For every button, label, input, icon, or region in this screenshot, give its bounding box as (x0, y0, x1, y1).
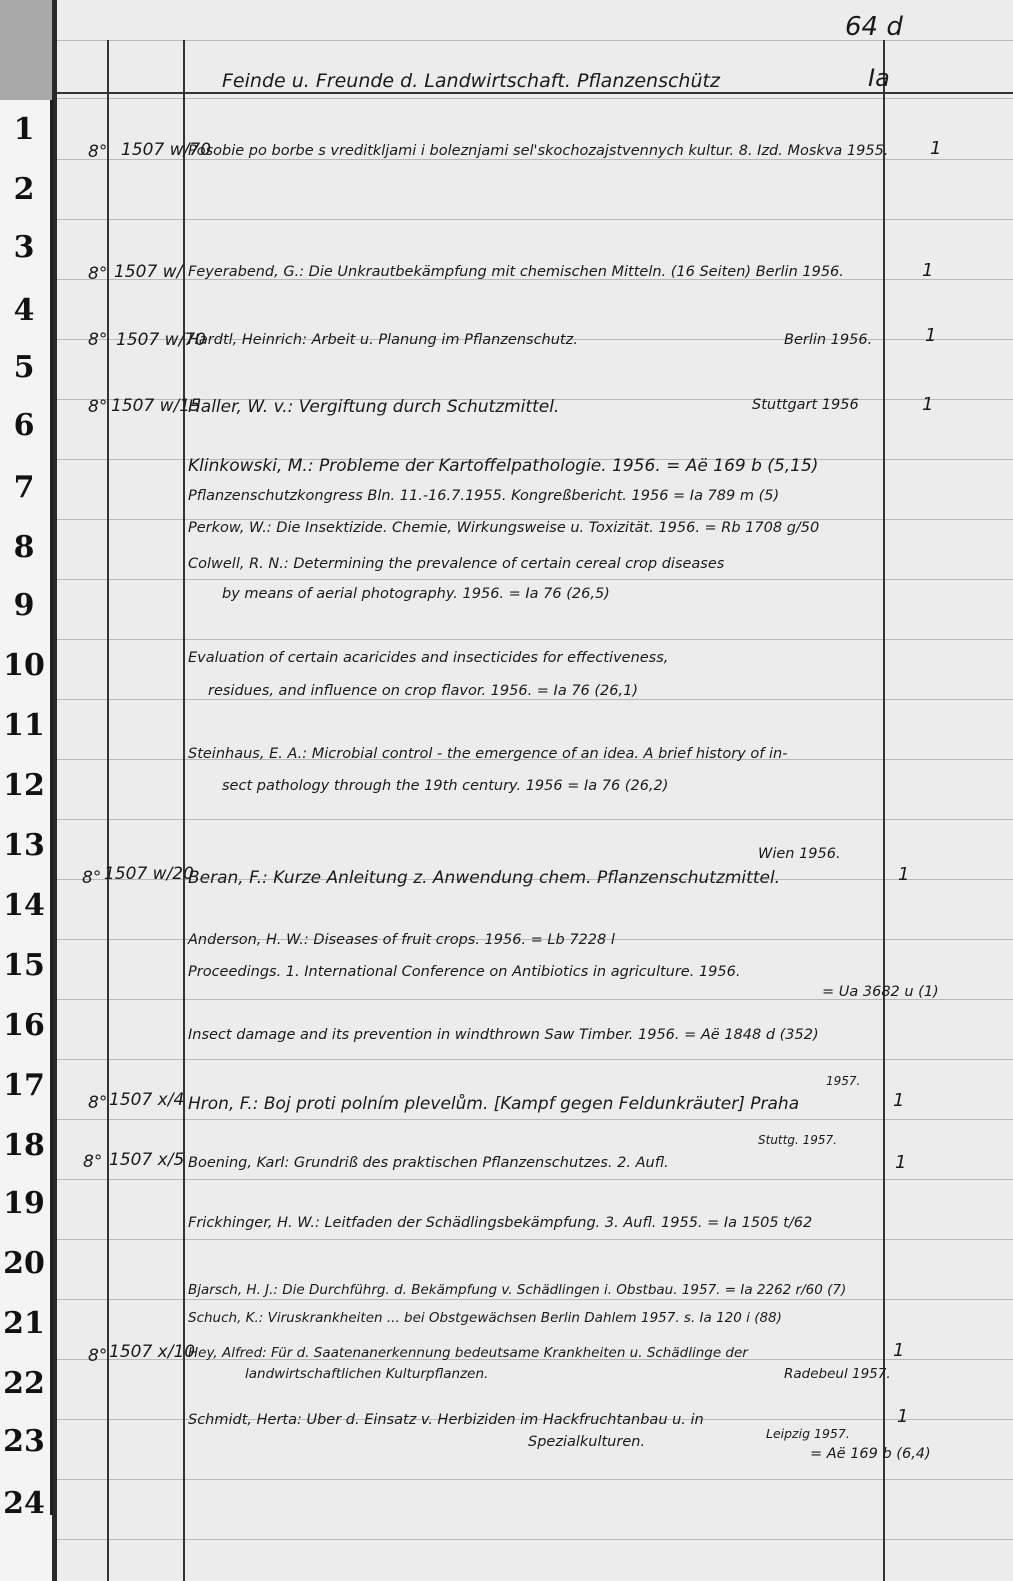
entry-text: Insect damage and its prevention in windthrown Saw Timber. 1956. = Aë 1848 d (352) (188, 1027, 819, 1043)
entry-text: landwirtschaftlichen Kulturpflanzen. (245, 1366, 489, 1382)
entry-text: Posobie po borbe s vreditkljami i boleznjami sel'skochozajstvennych kultur. 8. Izd. Moskva 1955. (188, 143, 889, 159)
entry-text: Pflanzenschutzkongress Bln. 11.-16.7.1955. Kongreßbericht. 1956 = Ia 789 m (5) (188, 488, 780, 504)
line-number: 16 (3, 1008, 45, 1043)
entry-place: Radebeul 1957. (784, 1366, 891, 1382)
entry-signature: 1507 x/5 (109, 1150, 185, 1170)
entry-place: 1957. (826, 1074, 861, 1088)
rule-line (57, 219, 1013, 220)
entry-format: 8° (88, 264, 108, 284)
line-number: 23 (3, 1424, 45, 1459)
entry-text: Beran, F.: Kurze Anleitung z. Anwendung chem. Pflanzenschutzmittel. (188, 868, 781, 888)
rule-line (57, 819, 1013, 820)
line-number: 3 (13, 230, 35, 265)
entry-format: 8° (88, 142, 108, 162)
entry-format: 8° (82, 868, 102, 888)
rule-line (57, 579, 1013, 580)
entry-quantity: 1 (922, 260, 934, 281)
entry-text: Evaluation of certain acaricides and insecticides for effectiveness, (188, 650, 669, 666)
entry-quantity: 1 (925, 325, 937, 346)
entry-signature: 1507 w/15 (111, 396, 201, 416)
entry-format: 8° (88, 397, 108, 417)
entry-text: Feyerabend, G.: Die Unkrautbekämpfung mit chemischen Mitteln. (16 Seiten) Berlin 1956. (188, 264, 844, 280)
entry-signature: 1507 x/10 (109, 1342, 196, 1362)
entry-text: Schmidt, Herta: Über d. Einsatz v. Herbiziden im Hackfruchtanbau u. in (188, 1412, 704, 1428)
entry-signature: 1507 w/70 (116, 330, 206, 350)
entry-signature: 1507 w/20 (104, 864, 194, 884)
rule-line (57, 1239, 1013, 1240)
entry-signature: 1507 w/ (114, 262, 183, 282)
line-number: 15 (3, 948, 45, 983)
line-number: 10 (3, 648, 45, 683)
entry-text: Frickhinger, H. W.: Leitfaden der Schädlingsbekämpfung. 3. Aufl. 1955. = Ia 1505 t/62 (188, 1215, 813, 1231)
entry-quantity: 1 (893, 1340, 905, 1361)
entry-format: 8° (88, 1093, 108, 1113)
line-number: 5 (13, 350, 35, 385)
line-number: 12 (3, 768, 45, 803)
entry-quantity: 1 (895, 1152, 907, 1173)
page-number: 64 d (845, 12, 903, 42)
line-number: 18 (3, 1128, 45, 1163)
line-number: 4 (13, 293, 35, 328)
line-number: 9 (13, 588, 35, 623)
line-number: 17 (3, 1068, 45, 1103)
line-number: 22 (3, 1366, 45, 1401)
line-number: 1 (13, 112, 35, 147)
entry-text: Schuch, K.: Viruskrankheiten ... bei Obstgewächsen Berlin Dahlem 1957. s. Ia 120 i (88) (188, 1310, 782, 1326)
entry-text: Hardtl, Heinrich: Arbeit u. Planung im Pflanzenschutz. (188, 332, 578, 348)
entry-quantity: 1 (893, 1090, 905, 1111)
entry-place: Stuttgart 1956 (752, 397, 859, 413)
entry-text: Anderson, H. W.: Diseases of fruit crops. 1956. = Lb 7228 l (188, 932, 615, 948)
entry-text: Haller, W. v.: Vergiftung durch Schutzmittel. (188, 397, 560, 417)
line-number: 13 (3, 828, 45, 863)
entry-text: = Aë 169 b (6,4) (810, 1446, 931, 1462)
entry-text: Bjarsch, H. J.: Die Durchführg. d. Bekämpfung v. Schädlingen i. Obstbau. 1957. = Ia 2262 r/60 (7) (188, 1282, 847, 1298)
entry-text: Steinhaus, E. A.: Microbial control - the emergence of an idea. A brief history of in- (188, 746, 788, 762)
rule-line (57, 1299, 1013, 1300)
entry-format: 8° (88, 330, 108, 350)
line-number: 2 (13, 172, 35, 207)
entry-place: Stuttg. 1957. (758, 1133, 837, 1147)
entry-quantity: 1 (897, 1406, 909, 1427)
line-number: 11 (3, 708, 45, 743)
header-rule (57, 92, 1013, 94)
rule-line (57, 1479, 1013, 1480)
line-number: 20 (3, 1246, 45, 1281)
page-heading: Feinde u. Freunde d. Landwirtschaft. Pflanzenschütz (222, 70, 720, 92)
entry-signature: 1507 w/70 (121, 140, 211, 160)
entry-quantity: 1 (898, 864, 910, 885)
rule-line (57, 1059, 1013, 1060)
entry-text: Proceedings. 1. International Conference on Antibiotics in agriculture. 1956. (188, 964, 741, 980)
class-code: Ia (868, 64, 890, 92)
rule-line (57, 1179, 1013, 1180)
rule-line (57, 1119, 1013, 1120)
line-number: 8 (13, 530, 35, 565)
rule-line (57, 98, 1013, 99)
entry-signature: 1507 x/4 (109, 1090, 185, 1110)
entry-text: Klinkowski, M.: Probleme der Kartoffelpathologie. 1956. = Aë 169 b (5,15) (188, 456, 819, 476)
entry-text: Hron, F.: Boj proti polním plevelům. [Kampf gegen Feldunkräuter] Praha (188, 1094, 800, 1114)
entry-place: Wien 1956. (758, 846, 841, 862)
entry-text: sect pathology through the 19th century. 1956 = Ia 76 (26,2) (222, 778, 669, 794)
line-number: 6 (13, 408, 35, 443)
entry-text: Boening, Karl: Grundriß des praktischen Pflanzenschutzes. 2. Aufl. (188, 1155, 669, 1171)
entry-text: Hey, Alfred: Für d. Saatenanerkennung bedeutsame Krankheiten u. Schädlinge der (188, 1345, 748, 1361)
gutter-divider (50, 100, 53, 1515)
entry-quantity: 1 (930, 138, 942, 159)
entry-text: = Ua 3682 u (1) (822, 984, 939, 1000)
line-number: 24 (3, 1486, 45, 1521)
entry-format: 8° (83, 1152, 103, 1172)
line-number: 7 (13, 470, 35, 505)
rule-line (57, 639, 1013, 640)
entry-quantity: 1 (922, 394, 934, 415)
entry-text: Spezialkulturen. (528, 1434, 646, 1450)
line-number: 19 (3, 1186, 45, 1221)
gutter-header-shade (0, 0, 52, 100)
rule-line (57, 1539, 1013, 1540)
line-number: 21 (3, 1306, 45, 1341)
rule-line (57, 699, 1013, 700)
entry-format: 8° (88, 1346, 108, 1366)
entry-text: Perkow, W.: Die Insektizide. Chemie, Wirkungsweise u. Toxizität. 1956. = Rb 1708 g/50 (188, 520, 820, 536)
line-number: 14 (3, 888, 45, 923)
entry-place: Leipzig 1957. (766, 1426, 850, 1441)
entry-text: by means of aerial photography. 1956. = Ia 76 (26,5) (222, 586, 610, 602)
entry-place: Berlin 1956. (784, 332, 873, 348)
entry-text: Colwell, R. N.: Determining the prevalence of certain cereal crop diseases (188, 556, 725, 572)
entry-text: residues, and influence on crop flavor. 1956. = Ia 76 (26,1) (208, 683, 638, 699)
